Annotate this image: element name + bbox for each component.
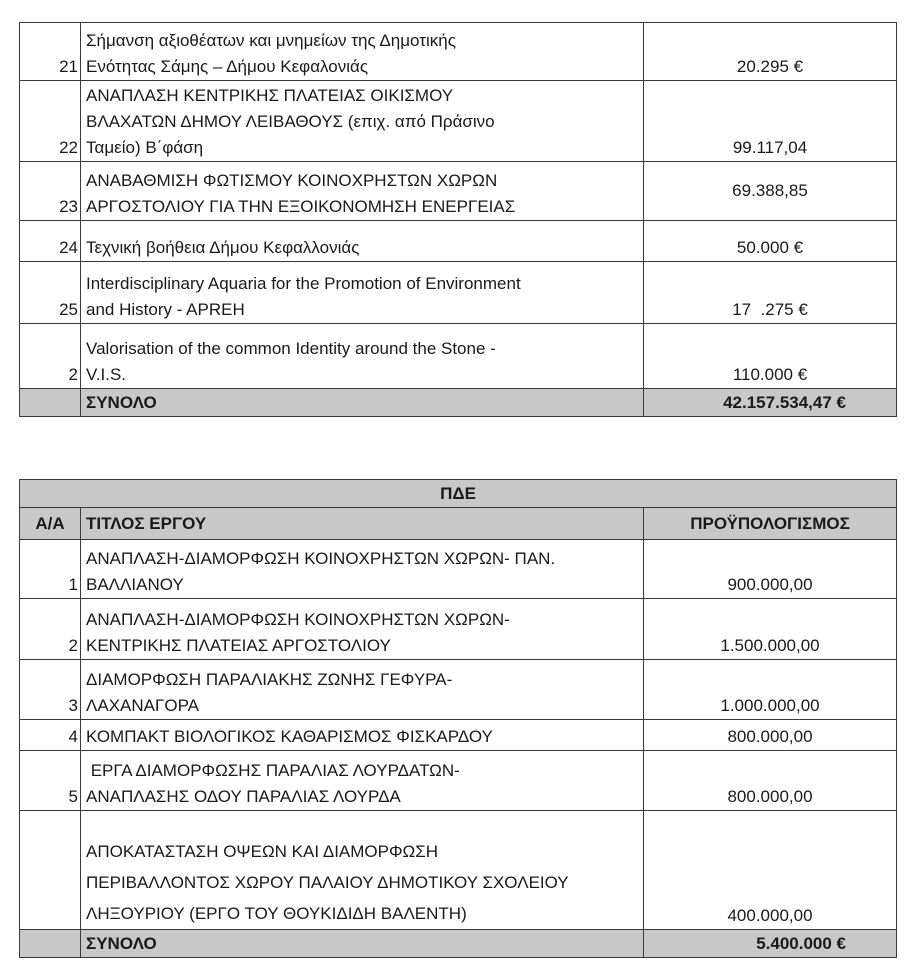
project-amount: 20.295 € [644, 23, 897, 81]
total-row [20, 389, 897, 417]
project-amount: 800.000,00 [644, 720, 897, 751]
project-title-line: ΚΟΜΠΑΚΤ ΒΙΟΛΟΓΙΚΟΣ ΚΑΘΑΡΙΣΜΟΣ ΦΙΣΚΑΡΔΟΥ [86, 727, 493, 746]
project-title [81, 221, 644, 262]
project-title [81, 23, 644, 81]
table-heading-row [20, 480, 897, 508]
table-row [20, 81, 897, 162]
project-amount: 17 .275 € [644, 262, 897, 324]
table-row [20, 221, 897, 262]
project-title-line: ΑΝΑΠΛΑΣΗΣ ΟΔΟΥ ΠΑΡΑΛΙΑΣ ΛΟΥΡΔΑ [86, 787, 401, 806]
project-title-line: Valorisation of the common Identity around the Stone - [86, 339, 496, 358]
table-row [20, 811, 897, 930]
row-number: 21 [20, 23, 81, 81]
project-amount: 900.000,00 [644, 540, 897, 599]
table-row [20, 660, 897, 720]
project-title-line: ΑΝΑΒΑΘΜΙΣΗ ΦΩΤΙΣΜΟΥ ΚΟΙΝΟΧΡΗΣΤΩΝ ΧΩΡΩΝ [86, 171, 498, 190]
row-number: 1 [20, 540, 81, 599]
project-title [81, 162, 644, 221]
row-number: 24 [20, 221, 81, 262]
project-title-line: ΛΑΧΑΝΑΓΟΡΑ [86, 696, 199, 715]
project-amount: 1.500.000,00 [644, 599, 897, 660]
project-title-line: ΠΕΡΙΒΑΛΛΟΝΤΟΣ ΧΩΡΟΥ ΠΑΛΑΙΟΥ ΔΗΜΟΤΙΚΟΥ ΣΧΟΛΕΙΟΥ [86, 873, 569, 892]
total-label: ΣΥΝΟΛΟ [81, 930, 644, 958]
total-label: ΣΥΝΟΛΟ [81, 389, 644, 417]
column-header-budget: ΠΡΟΫΠΟΛΟΓΙΣΜΟΣ [644, 508, 897, 540]
project-title-line: ΑΝΑΠΛΑΣΗ-ΔΙΑΜΟΡΦΩΣΗ ΚΟΙΝΟΧΡΗΣΤΩΝ ΧΩΡΩΝ- [86, 610, 510, 629]
project-amount: 50.000 € [644, 221, 897, 262]
project-title [81, 751, 644, 811]
project-title [81, 324, 644, 389]
project-title-line: Τεχνική βοήθεια Δήμου Κεφαλλονιάς [86, 238, 360, 257]
project-title-line: Σήμανση αξιοθέατων και μνημείων της Δημοτικής [86, 31, 456, 50]
project-amount: 1.000.000,00 [644, 660, 897, 720]
total-amount: 5.400.000 € [644, 930, 897, 958]
total-row [20, 930, 897, 958]
row-number: 22 [20, 81, 81, 162]
project-title-line: Interdisciplinary Aquaria for the Promotion of Environment [86, 274, 521, 293]
column-header-row [20, 508, 897, 540]
project-amount: 400.000,00 [644, 811, 897, 930]
project-title-line: ΕΡΓΑ ΔΙΑΜΟΡΦΩΣΗΣ ΠΑΡΑΛΙΑΣ ΛΟΥΡΔΑΤΩΝ- [86, 761, 460, 780]
project-title-line: ΔΙΑΜΟΡΦΩΣΗ ΠΑΡΑΛΙΑΚΗΣ ΖΩΝΗΣ ΓΕΦΥΡΑ- [86, 670, 453, 689]
table-row [20, 23, 897, 81]
total-spacer [20, 389, 81, 417]
project-title [81, 262, 644, 324]
table-heading: ΠΔΕ [20, 480, 897, 508]
table-row [20, 162, 897, 221]
project-title [81, 720, 644, 751]
project-amount: 69.388,85 [644, 162, 897, 221]
project-title-line: ΒΛΑΧΑΤΩΝ ΔΗΜΟΥ ΛΕΙΒΑΘΟΥΣ (επιχ. από Πράσινο [86, 112, 495, 131]
table-row [20, 324, 897, 389]
row-number: 2 [20, 324, 81, 389]
project-title-line: ΑΝΑΠΛΑΣΗ-ΔΙΑΜΟΡΦΩΣΗ ΚΟΙΝΟΧΡΗΣΤΩΝ ΧΩΡΩΝ- ΠΑΝ. [86, 549, 556, 568]
row-number: 5 [20, 751, 81, 811]
project-title-line: Ταμείο) Β΄φάση [86, 138, 204, 157]
table-row [20, 540, 897, 599]
project-title-line: ΚΕΝΤΡΙΚΗΣ ΠΛΑΤΕΙΑΣ ΑΡΓΟΣΤΟΛΙΟΥ [86, 636, 391, 655]
project-title-line: and History - APREH [86, 300, 245, 319]
row-number: 2 [20, 599, 81, 660]
project-amount: 99.117,04 [644, 81, 897, 162]
project-title-line: ΑΠΟΚΑΤΑΣΤΑΣΗ ΟΨΕΩΝ ΚΑΙ ΔΙΑΜΟΡΦΩΣΗ [86, 842, 439, 861]
project-title [81, 81, 644, 162]
table-row [20, 599, 897, 660]
project-title [81, 540, 644, 599]
column-header-title: ΤΙΤΛΟΣ ΕΡΓΟΥ [81, 508, 644, 540]
table-row [20, 720, 897, 751]
total-spacer [20, 930, 81, 958]
row-number: 4 [20, 720, 81, 751]
row-number: 3 [20, 660, 81, 720]
project-title [81, 811, 644, 930]
row-number: 25 [20, 262, 81, 324]
project-amount: 800.000,00 [644, 751, 897, 811]
project-title-line: ΛΗΞΟΥΡΙΟΥ (ΕΡΓΟ ΤΟΥ ΘΟΥΚΙΔΙΔΗ ΒΑΛΕΝΤΗ) [86, 904, 467, 923]
project-title-line: ΑΡΓΟΣΤΟΛΙΟΥ ΓΙΑ ΤΗΝ ΕΞΟΙΚΟΝΟΜΗΣΗ ΕΝΕΡΓΕΙΑΣ [86, 197, 516, 216]
project-title-line: ΒΑΛΛΙΑΝΟΥ [86, 575, 184, 594]
project-amount: 110.000 € [644, 324, 897, 389]
project-title [81, 660, 644, 720]
column-header-num: Α/Α [20, 508, 81, 540]
table-row [20, 262, 897, 324]
pde-projects-table [19, 479, 897, 958]
projects-table-continued [19, 22, 897, 417]
table-row [20, 751, 897, 811]
project-title-line: Ενότητας Σάμης – Δήμου Κεφαλονιάς [86, 57, 369, 76]
project-title-line: ΑΝΑΠΛΑΣΗ ΚΕΝΤΡΙΚΗΣ ΠΛΑΤΕΙΑΣ ΟΙΚΙΣΜΟΥ [86, 86, 454, 105]
row-number [20, 811, 81, 930]
project-title-line: V.I.S. [86, 365, 127, 384]
row-number: 23 [20, 162, 81, 221]
total-amount: 42.157.534,47 € [644, 389, 897, 417]
project-title [81, 599, 644, 660]
